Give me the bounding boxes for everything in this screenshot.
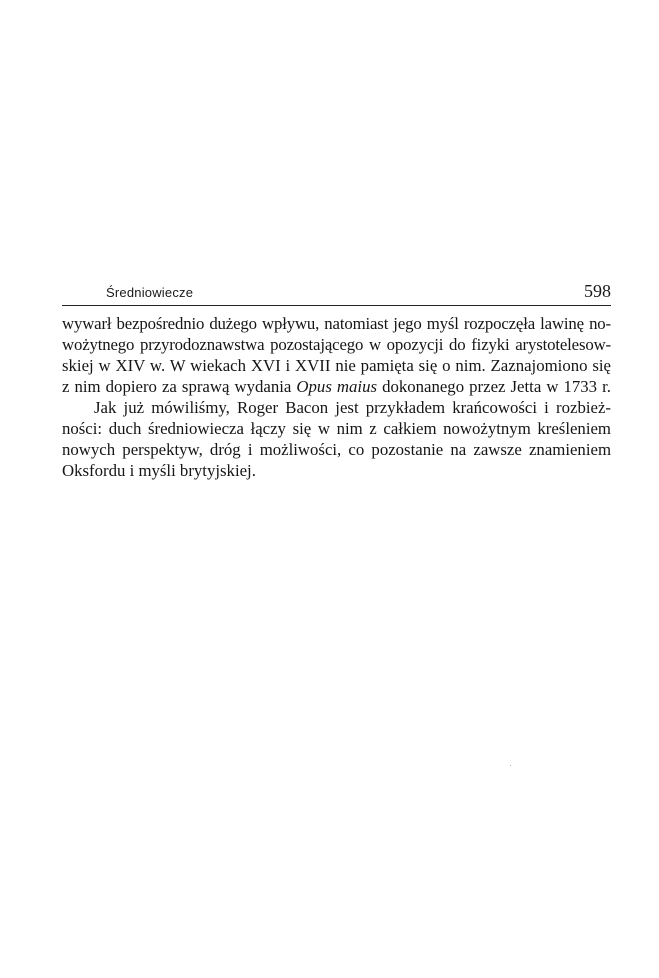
running-head (62, 283, 611, 305)
italic-book-title: Opus maius (296, 377, 377, 396)
text-line: wożytnego przyrodoznawstwa pozostającego w opozycji do fizyki arystotelesow- (62, 335, 611, 354)
text-line: skiej w XIV w. W wiekach XVI i XVII nie pamięta się o nim. Zaznajomiono się (62, 356, 611, 375)
page-number: 598 (584, 281, 611, 301)
text-line: nowych perspektyw, dróg i możliwości, co pozostanie na zawsze znamieniem (62, 440, 611, 459)
paragraph-last-line: Oksfordu i myśli brytyjskiej. (62, 461, 256, 480)
text-line: wywarł bezpośrednio dużego wpływu, natomiast jego myśl rozpoczęła lawinę no- (62, 314, 611, 333)
header-rule (62, 305, 611, 306)
body-text (62, 313, 611, 481)
paragraph-first-line: Jak już mówiliśmy, Roger Bacon jest przykładem krańcowości i rozbież- (94, 398, 611, 417)
text-line (62, 376, 611, 397)
text-segment: dokonanego przez Jetta w 1733 r. (382, 377, 611, 396)
running-head-title: Średniowiecze (106, 285, 194, 300)
text-line: ności: duch średniowiecza łączy się w nim z całkiem nowożytnym kreśleniem (62, 419, 611, 438)
text-segment: z nim dopiero za sprawą wydania (62, 377, 292, 396)
scan-speck (510, 765, 511, 766)
